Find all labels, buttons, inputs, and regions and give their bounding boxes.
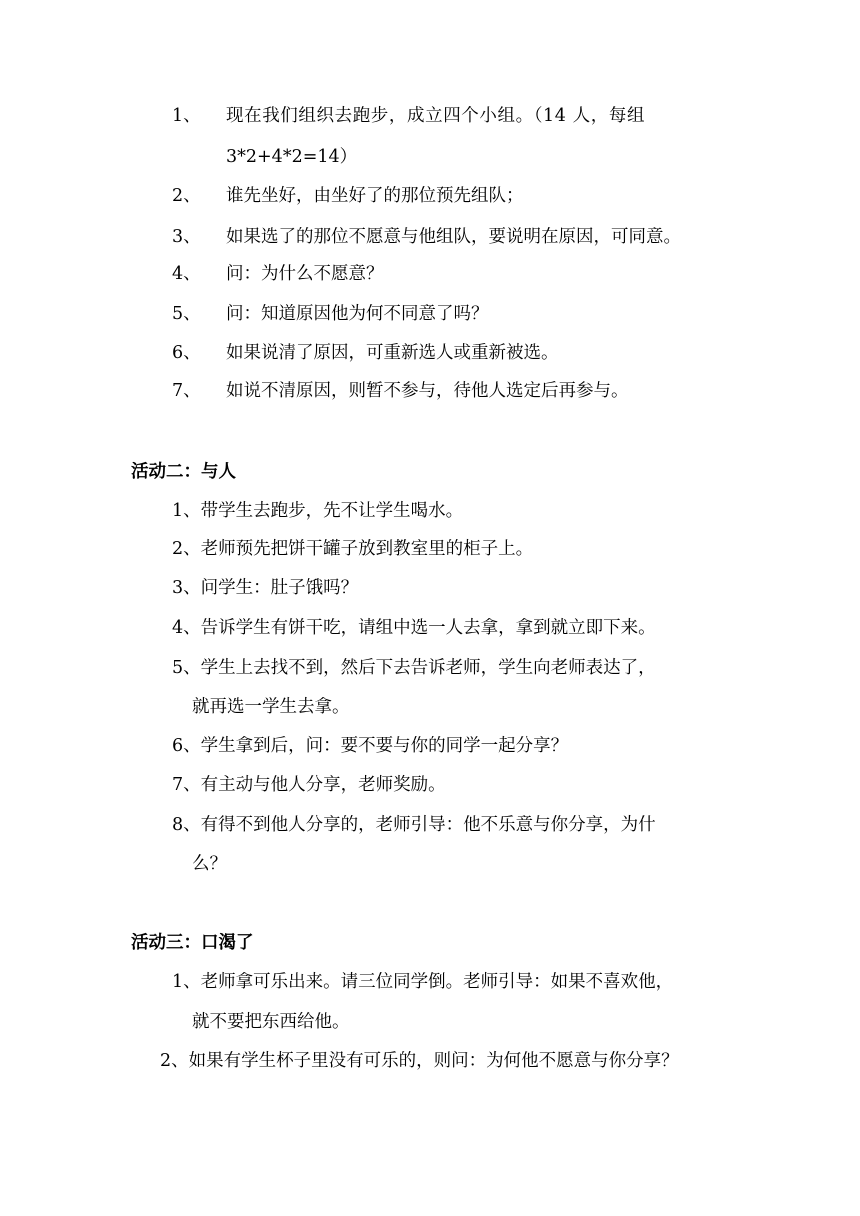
list-item-text: 现在我们组织去跑步，成立四个小组。（14 人，每组 [226,106,646,126]
list-item-text: 如果说清了原因，可重新选人或重新被选。 [226,343,559,363]
list-item: 1、老师拿可乐出来。请三位同学倒。老师引导：如果不喜欢他， [172,972,674,992]
item-number: 4、 [172,264,201,284]
list-item-text: 如果选了的那位不愿意与他组队，要说明在原因，可同意。 [226,227,681,247]
list-item-text: 如说不清原因，则暂不参与，待他人选定后再参与。 [226,381,629,401]
list-item: 4、告诉学生有饼干吃，请组中选一人去拿，拿到就立即下来。 [172,618,656,638]
item-number: 2、 [172,186,201,206]
list-item: 7、有主动与他人分享，老师奖励。 [172,775,446,795]
list-item-text: 问：知道原因他为何不同意了吗？ [226,304,489,324]
list-item: 2、如果有学生杯子里没有可乐的，则问：为何他不愿意与你分享？ [160,1051,679,1071]
list-item-continuation: 么？ [192,854,227,874]
section-heading: 活动二：与人 [131,462,236,482]
list-item-text: 谁先坐好，由坐好了的那位预先组队； [226,186,524,206]
list-item-continuation: 3*2+4*2=14） [226,147,358,167]
list-item: 8、有得不到他人分享的，老师引导：他不乐意与你分享，为什 [172,815,656,835]
list-item: 2、老师预先把饼干罐子放到教室里的柜子上。 [172,539,534,559]
list-item [172,104,201,128]
section-heading: 活动三：口渴了 [131,933,254,953]
item-number: 3、 [172,227,201,247]
list-item: 1、带学生去跑步，先不让学生喝水。 [172,501,464,521]
list-item: 3、问学生：肚子饿吗？ [172,578,359,598]
list-item-text: 问：为什么不愿意？ [226,264,384,284]
item-number: 7、 [172,381,201,401]
item-number: 6、 [172,343,201,363]
list-item: 6、学生拿到后，问：要不要与你的同学一起分享？ [172,736,569,756]
list-item-continuation: 就不要把东西给他。 [192,1012,350,1032]
list-item: 5、学生上去找不到，然后下去告诉老师，学生向老师表达了， [172,658,656,678]
list-item-continuation: 就再选一学生去拿。 [192,697,350,717]
item-number: 1、 [172,106,201,126]
item-number: 5、 [172,304,201,324]
